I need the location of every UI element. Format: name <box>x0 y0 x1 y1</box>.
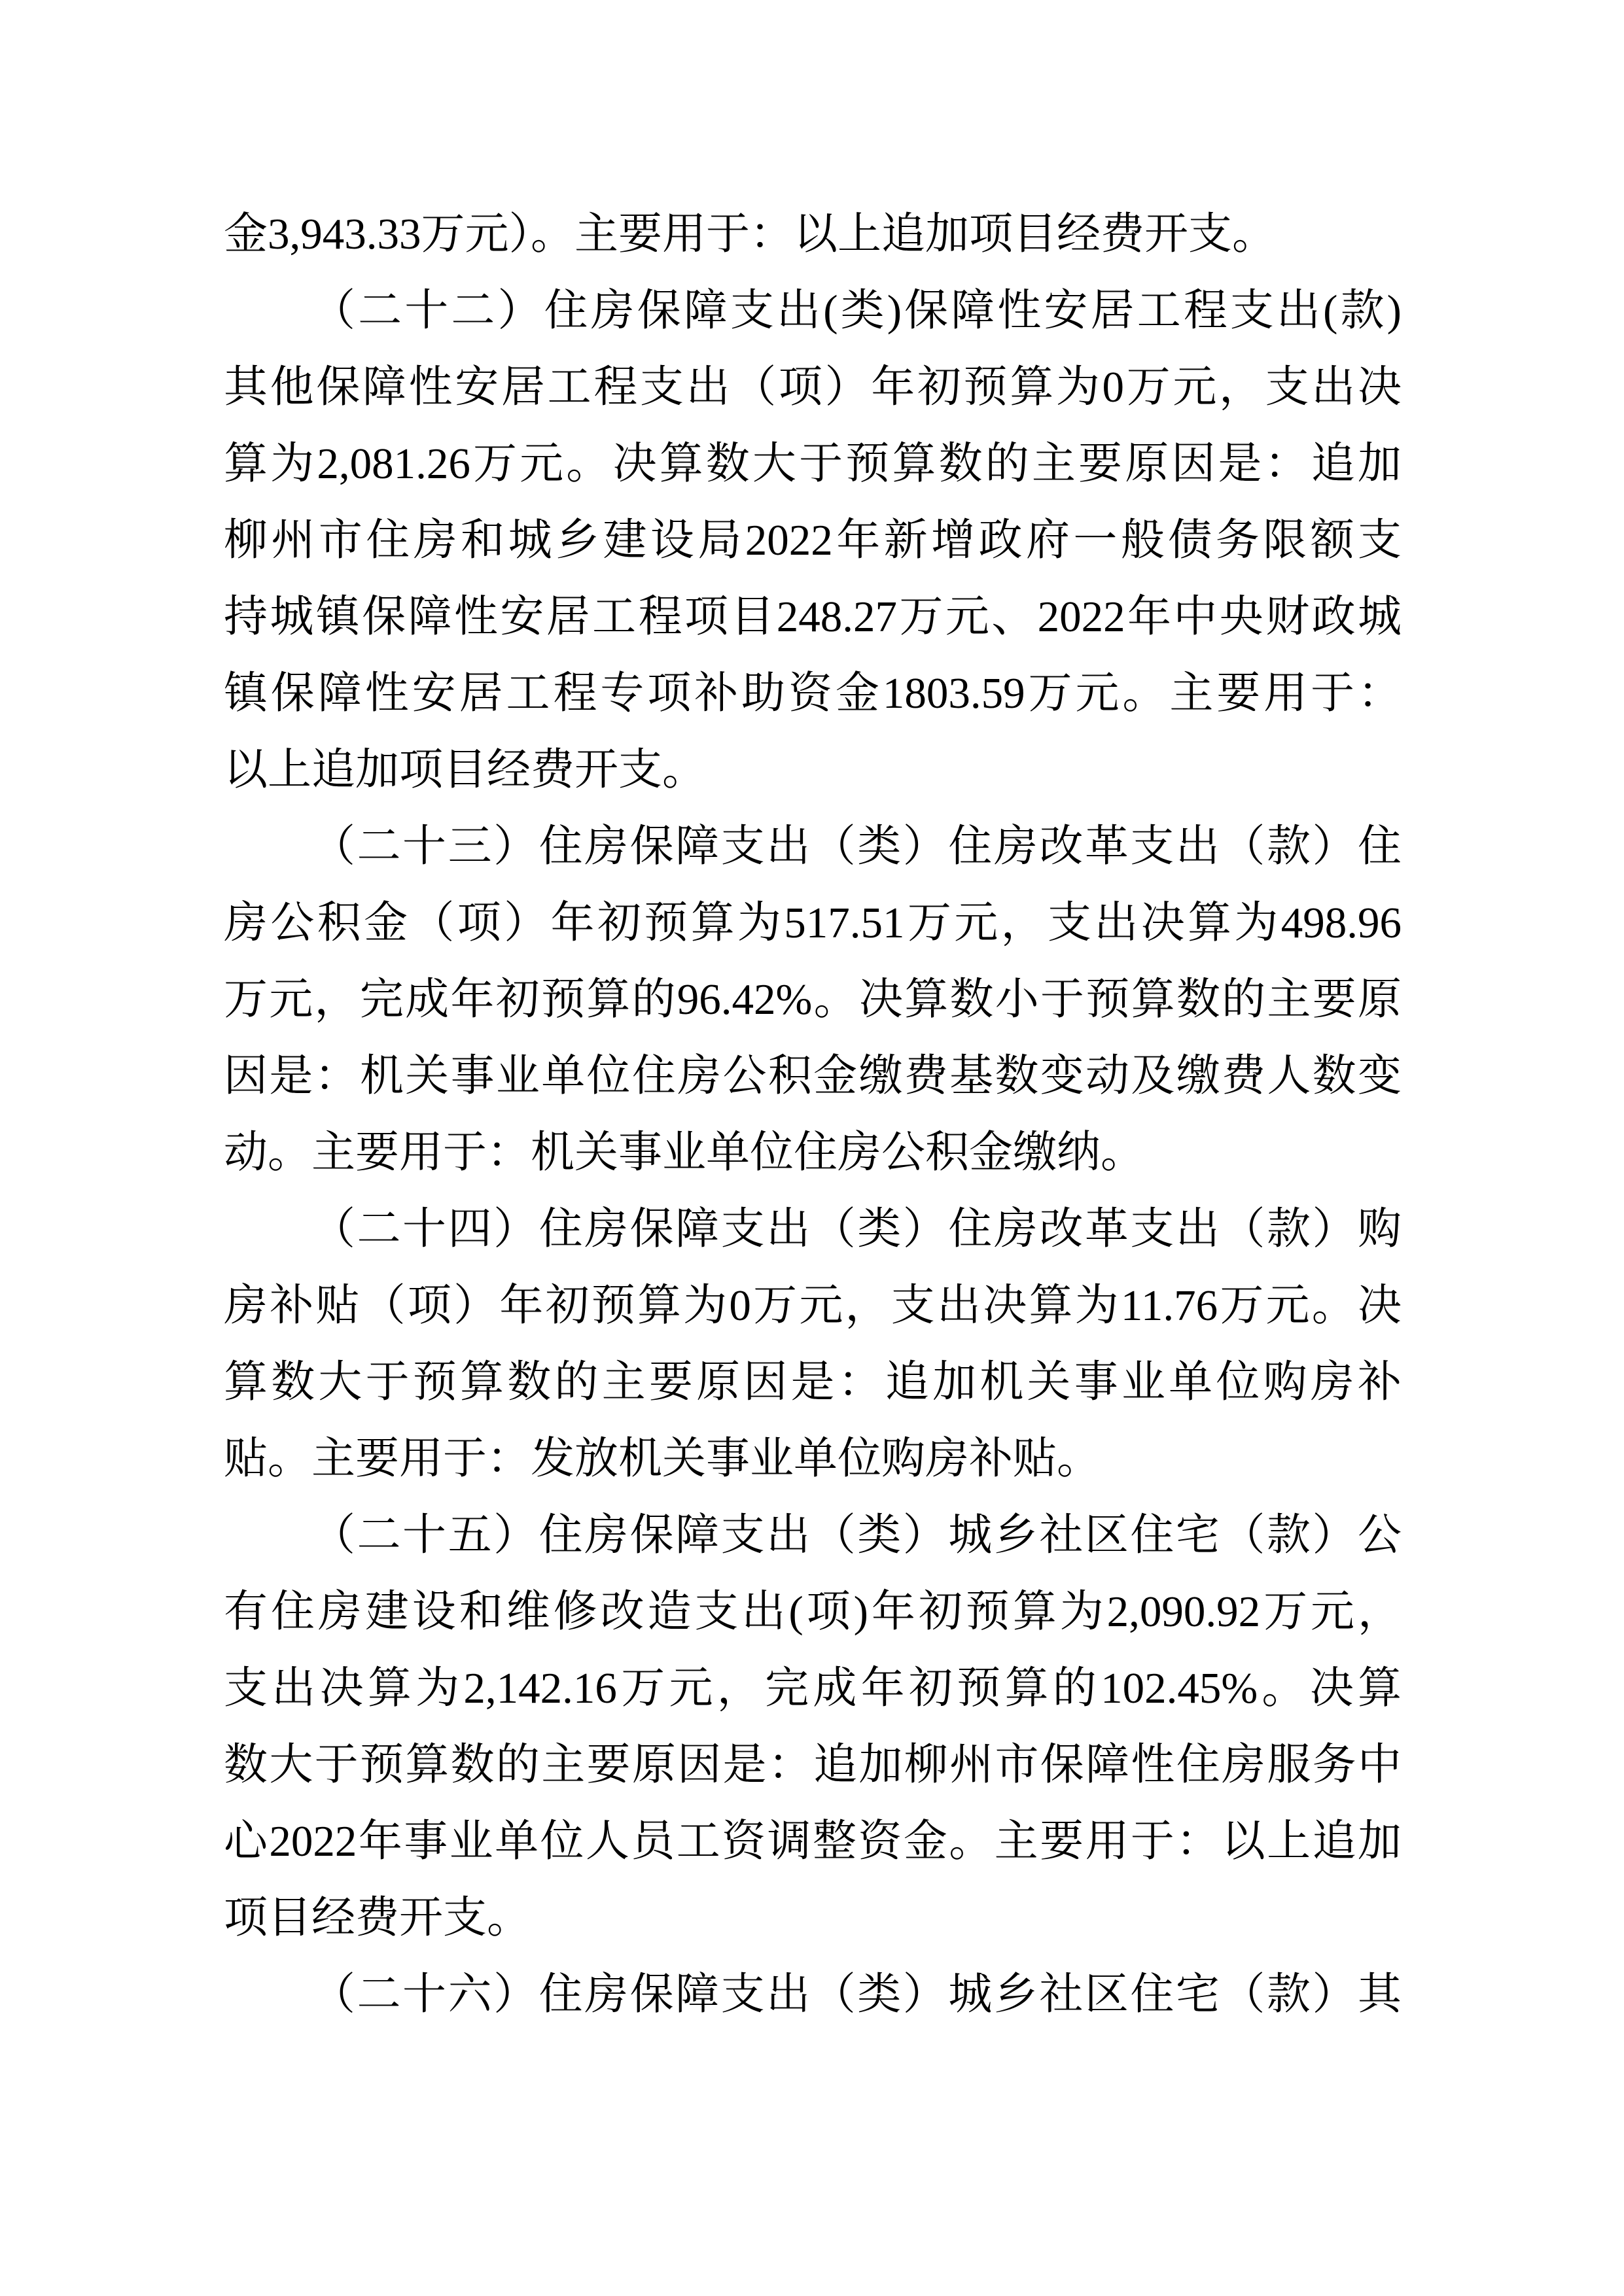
text-line-section-25-heading: （二十五）住房保障支出（类）城乡社区住宅（款）公 <box>311 1511 1402 1559</box>
text-line: 其他保障性安居工程支出（项）年初预算为0万元，支出决 <box>224 363 1402 411</box>
text-line: 镇保障性安居工程专项补助资金1803.59万元。主要用于： <box>224 669 1402 718</box>
text-line: 算为2,081.26万元。决算数大于预算数的主要原因是：追加 <box>224 440 1402 488</box>
text-line: 项目经费开支。 <box>224 1894 531 1942</box>
text-line: 算数大于预算数的主要原因是：追加机关事业单位购房补 <box>224 1358 1402 1406</box>
text-line: 持城镇保障性安居工程项目248.27万元、2022年中央财政城 <box>224 593 1402 641</box>
text-line: 支出决算为2,142.16万元，完成年初预算的102.45%。决算 <box>224 1664 1402 1713</box>
text-line: 房补贴（项）年初预算为0万元，支出决算为11.76万元。决 <box>224 1281 1402 1330</box>
text-line-section-23-heading: （二十三）住房保障支出（类）住房改革支出（款）住 <box>311 822 1402 871</box>
text-line: 心2022年事业单位人员工资调整资金。主要用于：以上追加 <box>224 1817 1402 1866</box>
text-line: 有住房建设和维修改造支出(项)年初预算为2,090.92万元， <box>224 1588 1402 1636</box>
document-body <box>224 196 1402 2033</box>
text-line: 金3,943.33万元）。主要用于：以上追加项目经费开支。 <box>224 210 1276 258</box>
text-line: 贴。主要用于：发放机关事业单位购房补贴。 <box>224 1435 1101 1483</box>
text-line-section-22-heading: （二十二）住房保障支出(类)保障性安居工程支出(款) <box>311 287 1402 335</box>
text-line: 万元，完成年初预算的96.42%。决算数小于预算数的主要原 <box>224 975 1402 1024</box>
text-line: 房公积金（项）年初预算为517.51万元，支出决算为498.96 <box>224 899 1402 947</box>
text-line-section-24-heading: （二十四）住房保障支出（类）住房改革支出（款）购 <box>311 1205 1402 1253</box>
text-line: 柳州市住房和城乡建设局2022年新增政府一般债务限额支 <box>224 516 1402 565</box>
text-line-section-26-heading: （二十六）住房保障支出（类）城乡社区住宅（款）其 <box>311 1970 1402 2019</box>
text-line: 数大于预算数的主要原因是：追加柳州市保障性住房服务中 <box>224 1741 1402 1789</box>
text-line: 以上追加项目经费开支。 <box>224 746 706 794</box>
text-line: 因是：机关事业单位住房公积金缴费基数变动及缴费人数变 <box>224 1052 1402 1100</box>
text-line: 动。主要用于：机关事业单位住房公积金缴纳。 <box>224 1128 1144 1177</box>
